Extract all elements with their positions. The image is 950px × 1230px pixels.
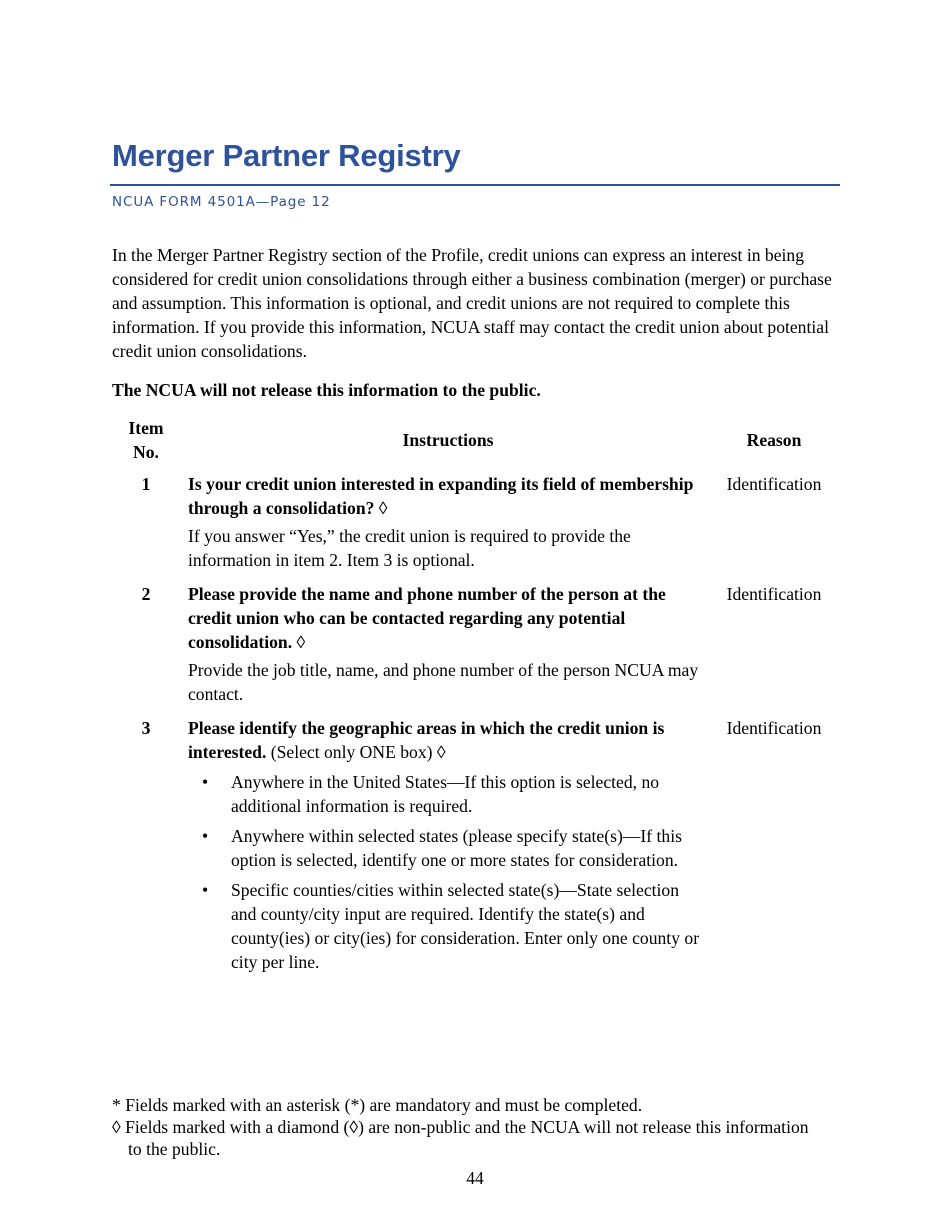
- item-question-suffix: (Select only ONE box) ◊: [266, 742, 446, 762]
- option-list: [188, 770, 708, 974]
- instructions-table: [112, 416, 834, 990]
- page-number: 44: [466, 1168, 484, 1188]
- option-text: Anywhere in the United States—If this option is selected, no additional information is required.: [231, 772, 660, 816]
- item-number: 3: [141, 718, 151, 738]
- item-question: [188, 716, 708, 764]
- footnote-asterisk: * Fields marked with an asterisk (*) are mandatory and must be completed.: [112, 1095, 643, 1115]
- page-title: Merger Partner Registry: [112, 138, 461, 173]
- table-row: [112, 472, 834, 582]
- footnote-diamond: ◊ Fields marked with a diamond (◊) are non-public and the NCUA will not release this information to the public.: [112, 1117, 809, 1159]
- item-question: Please provide the name and phone number of the person at the credit union who can be contacted regarding any potential consolidation. ◊: [188, 584, 666, 652]
- header-reason: Reason: [746, 430, 802, 450]
- intro-paragraph: In the Merger Partner Registry section of the Profile, credit unions can express an interest in being considered for credit union consolidations through either a business combination (merger) or purchase and assumption. This information is optional, and credit unions are not required to complete this information. If you provide this information, NCUA staff may contact the credit union about potential credit union consolidations.: [112, 245, 832, 361]
- table-row: [112, 582, 834, 716]
- table-header-row: [112, 416, 834, 472]
- item-reason: Identification: [726, 474, 822, 494]
- item-instructions: [180, 582, 714, 716]
- item-help-text: Provide the job title, name, and phone number of the person NCUA may contact.: [188, 660, 699, 704]
- item-instructions: [180, 472, 714, 582]
- item-instructions: [180, 716, 714, 990]
- table-row: [112, 716, 834, 990]
- bullet-icon: •: [202, 826, 209, 846]
- item-reason: Identification: [726, 584, 822, 604]
- item-number: 1: [141, 474, 151, 494]
- item-question-text: Please identify the geographic areas in which the credit union is interested.: [188, 718, 665, 762]
- header-instructions: Instructions: [402, 430, 494, 450]
- bullet-icon: •: [202, 772, 209, 792]
- option-text: Specific counties/cities within selected state(s)—State selection and county/city input are required. Identify the state(s) and county(ies) or city(ies) for consideration. Enter only one county or city per line.: [231, 880, 700, 972]
- option-text: Anywhere within selected states (please specify state(s)—If this option is selected, identify one or more states for consideration.: [231, 826, 682, 870]
- footnotes: [112, 1094, 812, 1160]
- list-item: [188, 770, 708, 818]
- form-subtitle: NCUA FORM 4501A—Page 12: [112, 194, 331, 210]
- item-help-text: If you answer “Yes,” the credit union is required to provide the information in item 2. Item 3 is optional.: [188, 526, 631, 570]
- item-number: 2: [141, 584, 151, 604]
- item-reason: Identification: [726, 718, 822, 738]
- header-item-no: [112, 416, 180, 472]
- nonpublic-notice: The NCUA will not release this information to the public.: [112, 380, 541, 400]
- list-item: [188, 878, 708, 974]
- title-divider: [110, 184, 840, 186]
- bullet-icon: •: [202, 880, 209, 900]
- list-item: [188, 824, 708, 872]
- item-question: Is your credit union interested in expanding its field of membership through a consolidation? ◊: [188, 474, 694, 518]
- header-item-no-label: Item No.: [128, 418, 164, 462]
